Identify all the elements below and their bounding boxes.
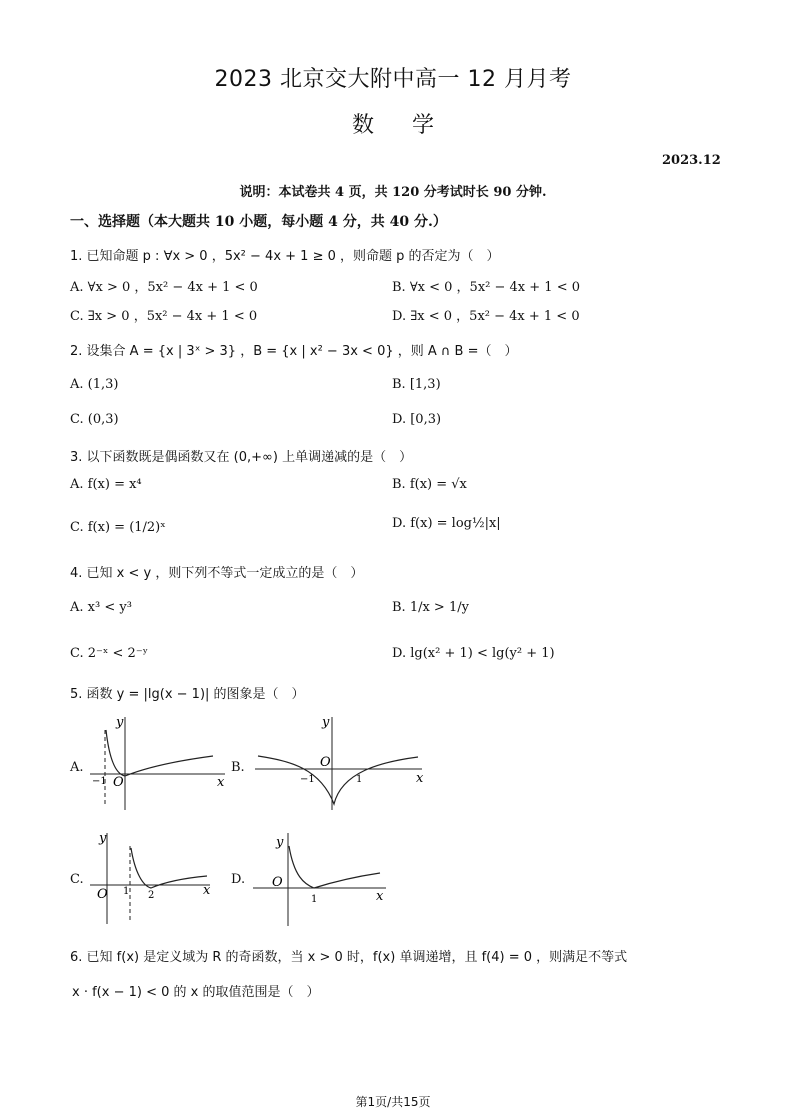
question-4-option-c: C. 2⁻ˣ < 2⁻ʸ: [70, 646, 149, 661]
subject-heading: 数学: [351, 113, 472, 138]
question-2-option-a: A. (1,3): [70, 377, 119, 392]
graph-d-tick-1: 1: [311, 894, 318, 905]
question-3-option-d: D. f(x) = log½|x|: [392, 516, 501, 531]
page-footer: 第1页/共15页: [355, 1095, 431, 1109]
graph-a-x-label: x: [217, 775, 225, 790]
question-5-option-b-label: B.: [231, 760, 245, 775]
page-title: 2023 北京交大附中高一 12 月月考: [214, 67, 572, 92]
graph-d-origin: O: [272, 875, 283, 890]
graph-c-x-label: x: [203, 883, 211, 898]
graph-option-a: [85, 712, 235, 812]
question-1-stem: 1. 已知命题 p : ∀x > 0 ，5x² − 4x + 1 ≥ 0 ，则命题 p 的否定为（ ）: [70, 249, 500, 264]
question-2-option-b: B. [1,3): [392, 377, 441, 392]
question-1-option-a: A. ∀x > 0 ，5x² − 4x + 1 < 0: [70, 280, 258, 295]
graph-option-c: [85, 828, 225, 928]
question-4-option-b: B. 1/x > 1/y: [392, 600, 469, 615]
question-6-stem: 6. 已知 f(x) 是定义域为 R 的奇函数，当 x > 0 时，f(x) 单调递增，且 f(4) = 0 ，则满足不等式: [70, 950, 628, 965]
question-5-stem: 5. 函数 y = |lg(x − 1)| 的图象是（ ）: [70, 687, 305, 702]
question-6-stem-continued: x · f(x − 1) < 0 的 x 的取值范围是（ ）: [72, 985, 320, 1000]
question-5-option-d-label: D.: [231, 872, 246, 887]
graph-b-tick-1: 1: [356, 774, 363, 785]
question-1-option-d: D. ∃x < 0 ，5x² − 4x + 1 < 0: [392, 309, 580, 324]
question-4-option-d: D. lg(x² + 1) < lg(y² + 1): [392, 646, 555, 661]
graph-d-x-label: x: [376, 889, 384, 904]
graph-b-x-label: x: [416, 771, 424, 786]
graph-c-y-label: y: [99, 831, 107, 846]
graph-b-y-label: y: [322, 715, 330, 730]
question-4-stem: 4. 已知 x < y ，则下列不等式一定成立的是（ ）: [70, 566, 364, 581]
graph-c-tick-2: 2: [148, 890, 155, 901]
question-3-option-b: B. f(x) = √x: [392, 477, 467, 492]
graph-a-tick-neg1: −1: [92, 776, 107, 787]
question-3-stem: 3. 以下函数既是偶函数又在 (0,+∞) 上单调递减的是（ ）: [70, 450, 413, 465]
question-3-option-a: A. f(x) = x⁴: [70, 477, 142, 492]
exam-date: 2023.12: [662, 153, 721, 168]
graph-a-y-label: y: [116, 715, 124, 730]
question-5-option-a-label: A.: [70, 760, 84, 775]
graph-c-origin: O: [97, 887, 108, 902]
section-heading: 一、选择题（本大题共 10 小题，每小题 4 分，共 40 分.）: [70, 214, 447, 230]
exam-note: 说明：本试卷共 4 页，共 120 分考试时长 90 分钟.: [239, 185, 547, 200]
question-4-option-a: A. x³ < y³: [70, 600, 132, 615]
graph-b-origin: O: [320, 755, 331, 770]
graph-option-d: [248, 828, 398, 928]
question-1-option-b: B. ∀x < 0 ，5x² − 4x + 1 < 0: [392, 280, 580, 295]
graph-option-b: [250, 712, 430, 812]
question-2-option-d: D. [0,3): [392, 412, 442, 427]
question-2-option-c: C. (0,3): [70, 412, 119, 427]
question-5-option-c-label: C.: [70, 872, 84, 887]
question-2-stem: 2. 设集合 A = {x | 3ˣ > 3} ，B = {x | x² − 3x < 0} ，则 A ∩ B =（ ）: [70, 344, 518, 359]
question-1-option-c: C. ∃x > 0 ，5x² − 4x + 1 < 0: [70, 309, 258, 324]
graph-c-tick-1: 1: [123, 886, 130, 897]
graph-d-y-label: y: [276, 835, 284, 850]
question-3-option-c: C. f(x) = (1/2)ˣ: [70, 520, 166, 535]
graph-b-tick-neg1: −1: [300, 774, 315, 785]
graph-a-origin: O: [113, 775, 124, 790]
